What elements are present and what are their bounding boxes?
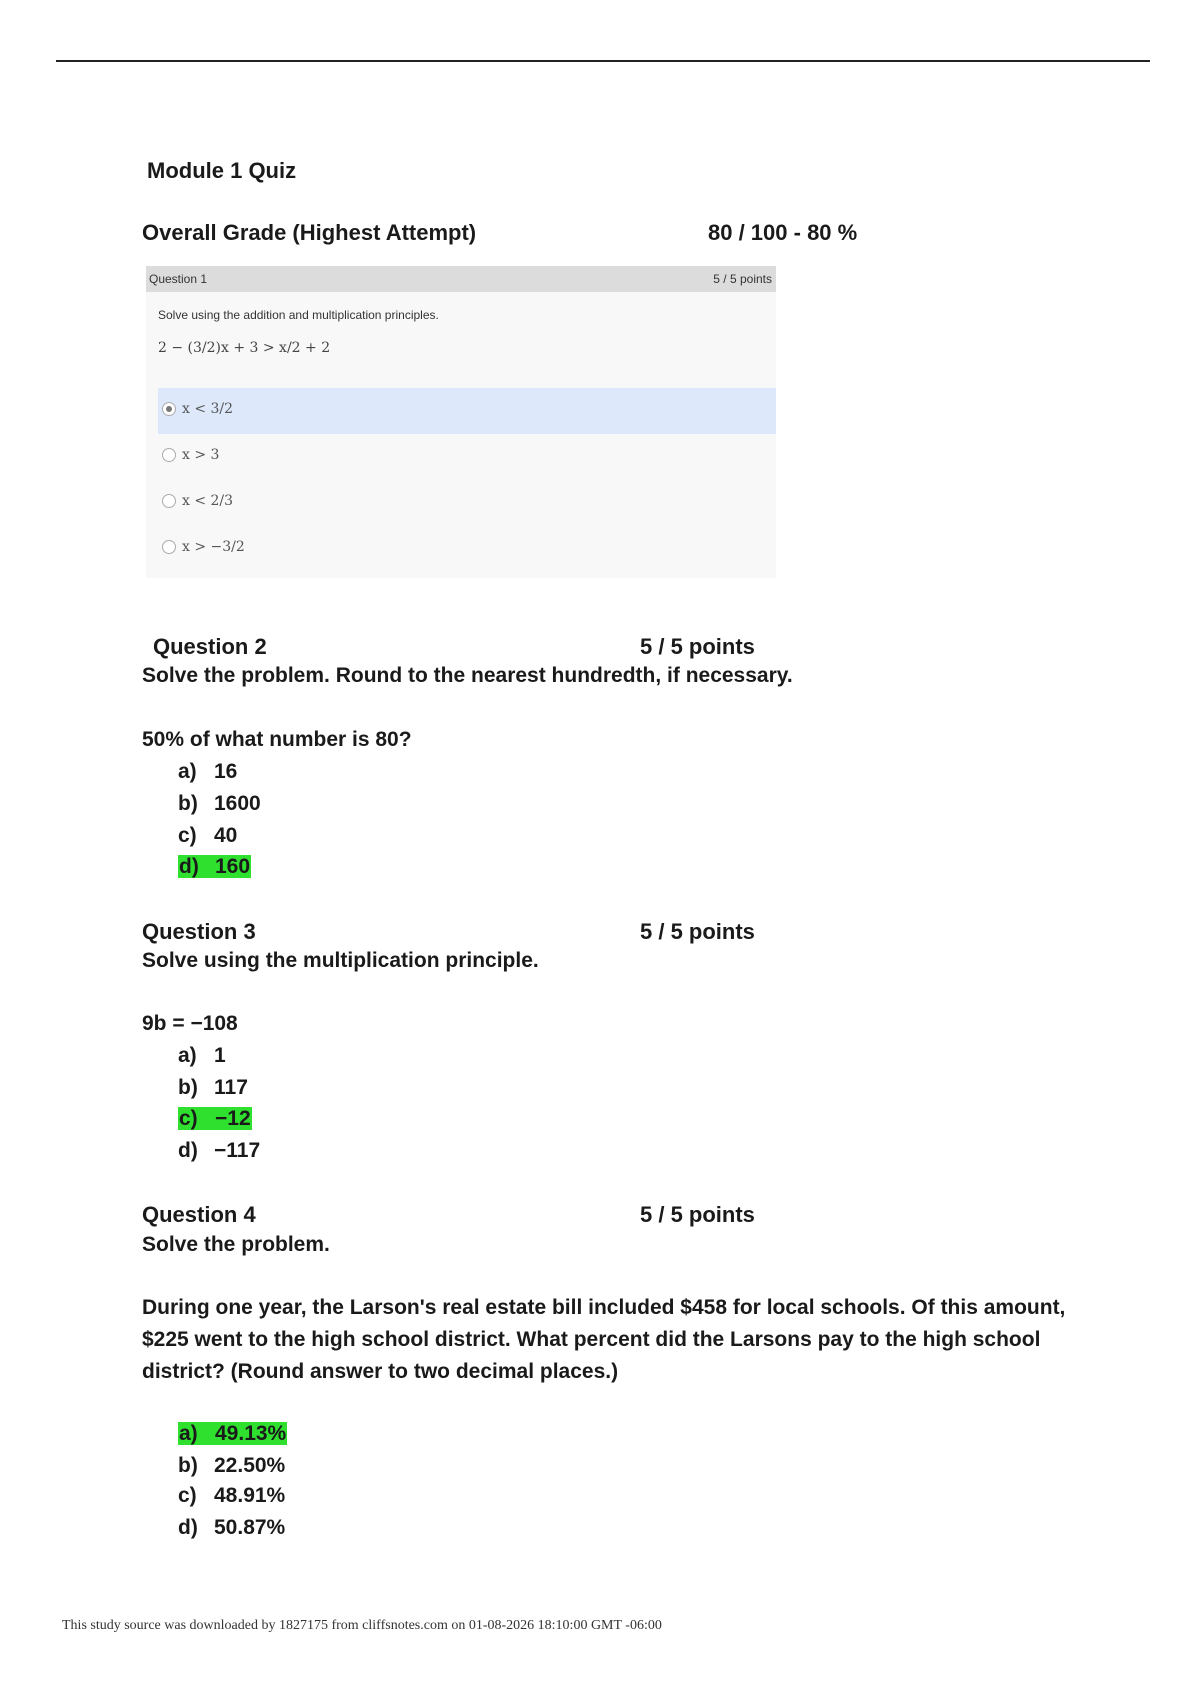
question-1-option-d[interactable] <box>158 526 776 572</box>
question-4-option-a-highlighted: a) 49.13% <box>179 1422 287 1445</box>
radio-icon[interactable] <box>162 448 176 462</box>
option-label: x > −3/2 <box>182 539 245 555</box>
radio-selected-icon[interactable] <box>162 402 176 416</box>
option-label: x < 3/2 <box>182 401 234 417</box>
question-1-option-b[interactable] <box>158 434 776 480</box>
question-3-option-d: d) −117 <box>178 1139 261 1162</box>
question-3-option-b: b) 117 <box>178 1076 248 1099</box>
question-1-points: 5 / 5 points <box>713 272 772 286</box>
question-4-points: 5 / 5 points <box>640 1202 755 1227</box>
option-label: x < 2/3 <box>182 493 234 509</box>
question-3-option-c-highlighted: c) −12 <box>179 1107 251 1130</box>
question-1-title: Question 1 <box>149 272 208 286</box>
question-1-option-c[interactable] <box>158 480 776 526</box>
question-3-instruction: Solve using the multiplication principle. <box>142 949 539 972</box>
option-label: x > 3 <box>182 447 220 463</box>
question-3-problem: 9b = −108 <box>142 1012 238 1035</box>
question-1-option-a[interactable] <box>158 388 776 434</box>
question-2-points: 5 / 5 points <box>640 634 755 659</box>
question-4-problem-line: $225 went to the high school district. What percent did the Larsons pay to the high school <box>142 1328 1041 1351</box>
question-3-title: Question 3 <box>142 919 256 944</box>
question-2-option-b: b) 1600 <box>178 792 261 815</box>
download-footer: This study source was downloaded by 1827175 from cliffsnotes.com on 01-08-2026 18:10:00 GMT -06:00 <box>62 1618 662 1633</box>
question-4-option-b: b) 22.50% <box>178 1454 286 1477</box>
question-1-prompt: Solve using the addition and multiplication principles. <box>158 308 439 322</box>
question-4-instruction: Solve the problem. <box>142 1233 330 1256</box>
question-4-option-d: d) 50.87% <box>178 1516 286 1539</box>
radio-icon[interactable] <box>162 494 176 508</box>
question-2-problem: 50% of what number is 80? <box>142 728 412 751</box>
question-2-title: Question 2 <box>153 634 267 659</box>
question-3-points: 5 / 5 points <box>640 919 755 944</box>
question-4-problem-line: district? (Round answer to two decimal places.) <box>142 1360 619 1383</box>
top-divider <box>56 60 1150 62</box>
question-4-option-c: c) 48.91% <box>178 1484 286 1507</box>
question-2-instruction: Solve the problem. Round to the nearest hundredth, if necessary. <box>142 664 793 687</box>
question-3-option-a: a) 1 <box>178 1044 226 1067</box>
page-title: Module 1 Quiz <box>147 158 297 183</box>
question-1-header <box>146 266 776 292</box>
question-2-option-d-highlighted: d) 160 <box>179 855 251 878</box>
radio-icon[interactable] <box>162 540 176 554</box>
question-4-title: Question 4 <box>142 1202 256 1227</box>
question-1-expression: 2 − (3/2)x + 3 > x/2 + 2 <box>158 340 331 356</box>
question-1-panel <box>146 266 776 578</box>
overall-grade-label: Overall Grade (Highest Attempt) <box>142 220 477 245</box>
question-4-problem-line: During one year, the Larson's real estate bill included $458 for local schools. Of this amount, <box>142 1296 1066 1319</box>
question-2-option-c: c) 40 <box>178 824 238 847</box>
overall-grade-value: 80 / 100 - 80 % <box>708 220 858 245</box>
question-2-option-a: a) 16 <box>178 760 238 783</box>
